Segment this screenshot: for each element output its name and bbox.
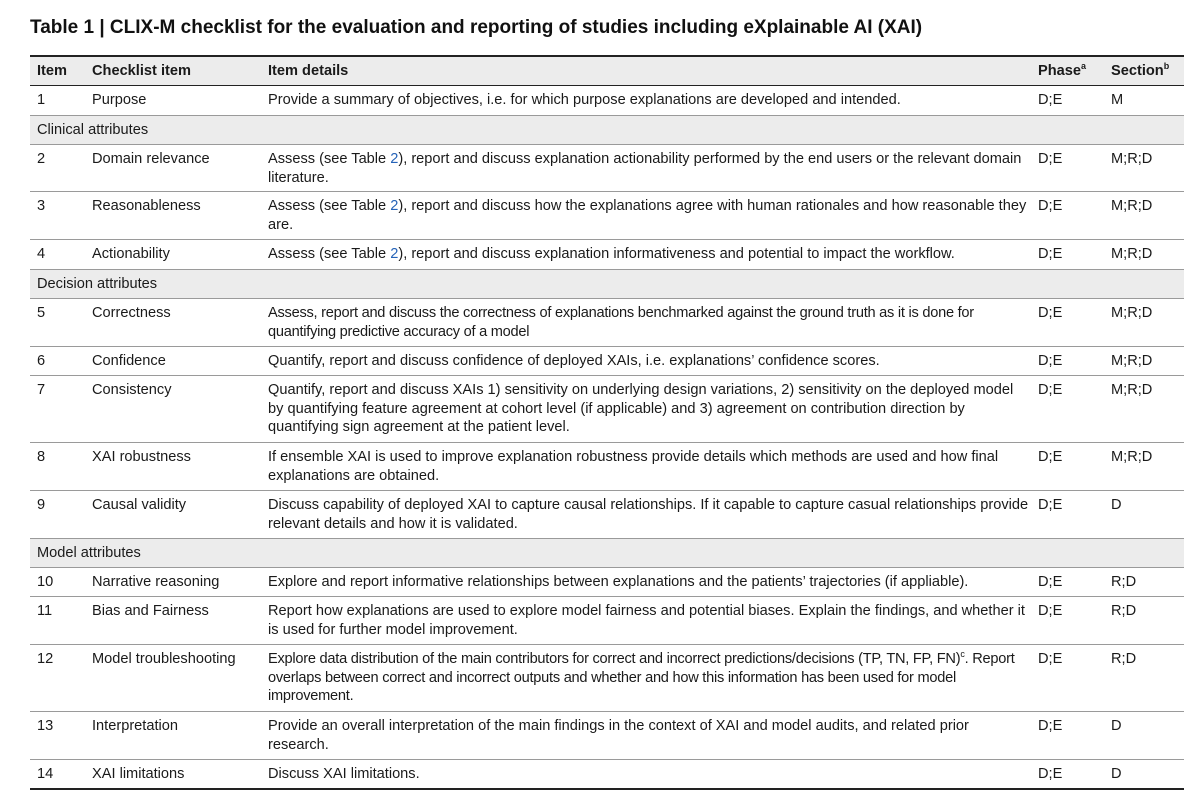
row-checklist-item: Consistency	[92, 382, 172, 398]
row-item-details: Quantify, report and discuss confidence of deployed XAIs, i.e. explanations’ confidence scores.	[268, 353, 880, 369]
row-item-details: Explore and report informative relationships between explanations and the patients’ trajectories (if appliable).	[268, 574, 969, 590]
table-reference-link[interactable]: 2	[390, 151, 399, 167]
row-item-details: Provide an overall interpretation of the main findings in the context of XAI and model audits, and related prior research.	[268, 718, 969, 753]
row-phase: D;E	[1038, 449, 1063, 465]
table-row	[30, 568, 1184, 597]
row-item-details: If ensemble XAI is used to improve explanation robustness provide details which methods are used and how final explanations are obtained.	[268, 449, 999, 484]
row-section: M	[1111, 92, 1124, 108]
group-label-model: Model attributes	[37, 545, 141, 561]
table-header-row	[30, 57, 1184, 86]
details-footnote: c	[960, 649, 965, 660]
row-checklist-item: Narrative reasoning	[92, 574, 220, 590]
row-checklist-item: XAI limitations	[92, 766, 185, 782]
details-text: Assess (see Table	[268, 151, 391, 167]
table-row	[30, 760, 1184, 788]
row-checklist-item: Domain relevance	[92, 151, 210, 167]
row-section: R;D	[1111, 574, 1137, 590]
checklist-table	[30, 55, 1184, 790]
row-phase: D;E	[1038, 353, 1063, 369]
row-item-details: Quantify, report and discuss XAIs 1) sensitivity on underlying design variations, 2) sensitivity on the deployed model by quantifying feature agreement at cohort level (if applicable) and 3) agreement on contribution direction by quantifying sign agreement at the patient level.	[268, 382, 1014, 435]
row-item-number: 3	[37, 198, 46, 214]
table-row	[30, 443, 1184, 491]
table-reference-link[interactable]: 2	[390, 198, 399, 214]
table-row	[30, 597, 1184, 645]
row-item-number: 1	[37, 92, 46, 108]
row-phase: D;E	[1038, 497, 1063, 513]
row-item-number: 10	[37, 574, 54, 590]
details-text: ), report and discuss explanation informativeness and potential to impact the workflow.	[398, 246, 955, 262]
row-item-number: 5	[37, 305, 46, 321]
row-checklist-item: Interpretation	[92, 718, 178, 734]
table-row	[30, 347, 1184, 376]
row-item-number: 9	[37, 497, 46, 513]
row-checklist-item: Actionability	[92, 246, 170, 262]
row-section: D	[1111, 766, 1122, 782]
row-section: R;D	[1111, 651, 1137, 667]
row-phase: D;E	[1038, 305, 1063, 321]
row-checklist-item: Confidence	[92, 353, 166, 369]
row-checklist-item: Correctness	[92, 305, 171, 321]
details-text: Explore data distribution of the main contributors for correct and incorrect predictions/decisions (TP, TN, FP, FN)	[268, 651, 961, 667]
table-row	[30, 240, 1184, 270]
row-section: D	[1111, 718, 1122, 734]
row-section: M;R;D	[1111, 305, 1153, 321]
row-phase: D;E	[1038, 603, 1063, 619]
header-section	[1111, 57, 1181, 81]
row-section: R;D	[1111, 603, 1137, 619]
row-checklist-item: Model troubleshooting	[92, 651, 236, 667]
group-label-decision: Decision attributes	[37, 276, 158, 292]
row-phase: D;E	[1038, 766, 1063, 782]
details-text: . Report overlaps between correct and incorrect outputs and whether and how this information has been used for model improvement.	[268, 651, 1015, 704]
row-item-number: 8	[37, 449, 46, 465]
row-item-number: 4	[37, 246, 46, 262]
row-item-details	[268, 645, 1030, 706]
table-row	[30, 192, 1184, 240]
table-reference-link[interactable]: 2	[390, 246, 399, 262]
group-row	[30, 539, 1184, 568]
row-item-details: Discuss capability of deployed XAI to capture causal relationships. If it capable to capture casual relationships provide relevant details and how it is validated.	[268, 497, 1029, 532]
header-phase-label: Phase	[1038, 63, 1081, 79]
row-phase: D;E	[1038, 92, 1063, 108]
table-row	[30, 376, 1184, 443]
details-text: ), report and discuss explanation actionability performed by the end users or the relevant domain literature.	[268, 151, 1022, 186]
row-item-details: Report how explanations are used to explore model fairness and potential biases. Explain the findings, and whether it is used for further model improvement.	[268, 603, 1025, 638]
row-item-details: Discuss XAI limitations.	[268, 766, 420, 782]
row-section: M;R;D	[1111, 382, 1153, 398]
group-row	[30, 270, 1184, 299]
row-item-number: 7	[37, 382, 46, 398]
row-item-number: 2	[37, 151, 46, 167]
row-section: M;R;D	[1111, 246, 1153, 262]
row-checklist-item: XAI robustness	[92, 449, 191, 465]
table-row	[30, 712, 1184, 760]
row-section: M;R;D	[1111, 198, 1153, 214]
details-text: ), report and discuss how the explanations agree with human rationales and how reasonable they are.	[268, 198, 1027, 233]
header-section-label: Section	[1111, 63, 1164, 79]
details-text: Assess (see Table	[268, 246, 391, 262]
row-item-details: Provide a summary of objectives, i.e. for which purpose explanations are developed and intended.	[268, 92, 901, 108]
row-checklist-item: Bias and Fairness	[92, 603, 209, 619]
row-item-details: Assess, report and discuss the correctness of explanations benchmarked against the ground truth as it is done for quantifying predictive accuracy of a model	[268, 305, 974, 340]
row-item-number: 6	[37, 353, 46, 369]
row-item-number: 13	[37, 718, 54, 734]
table-row	[30, 145, 1184, 192]
table-title: Table 1 | CLIX-M checklist for the evaluation and reporting of studies including eXplainable AI (XAI)	[30, 17, 923, 38]
row-item-details	[268, 240, 1030, 264]
row-section: D	[1111, 497, 1122, 513]
row-item-details	[268, 145, 1030, 187]
row-item-number: 14	[37, 766, 54, 782]
row-phase: D;E	[1038, 151, 1063, 167]
details-text: Assess (see Table	[268, 198, 391, 214]
row-section: M;R;D	[1111, 151, 1153, 167]
row-checklist-item: Purpose	[92, 92, 147, 108]
row-phase: D;E	[1038, 718, 1063, 734]
table-row	[30, 645, 1184, 712]
table-row	[30, 86, 1184, 116]
group-row	[30, 116, 1184, 145]
row-phase: D;E	[1038, 382, 1063, 398]
header-checklist-item: Checklist item	[92, 63, 191, 79]
row-phase: D;E	[1038, 574, 1063, 590]
row-section: M;R;D	[1111, 449, 1153, 465]
header-phase	[1038, 57, 1108, 81]
table-row	[30, 491, 1184, 539]
row-phase: D;E	[1038, 651, 1063, 667]
header-phase-footnote: a	[1081, 61, 1087, 72]
table-row	[30, 299, 1184, 347]
header-item: Item	[37, 63, 68, 79]
group-label-clinical: Clinical attributes	[37, 122, 149, 138]
row-item-number: 11	[37, 603, 53, 619]
row-item-number: 12	[37, 651, 54, 667]
row-checklist-item: Causal validity	[92, 497, 187, 513]
row-checklist-item: Reasonableness	[92, 198, 201, 214]
header-section-footnote: b	[1163, 61, 1170, 72]
row-phase: D;E	[1038, 246, 1063, 262]
row-item-details	[268, 192, 1030, 234]
header-item-details: Item details	[268, 63, 349, 79]
row-section: M;R;D	[1111, 353, 1153, 369]
row-phase: D;E	[1038, 198, 1063, 214]
